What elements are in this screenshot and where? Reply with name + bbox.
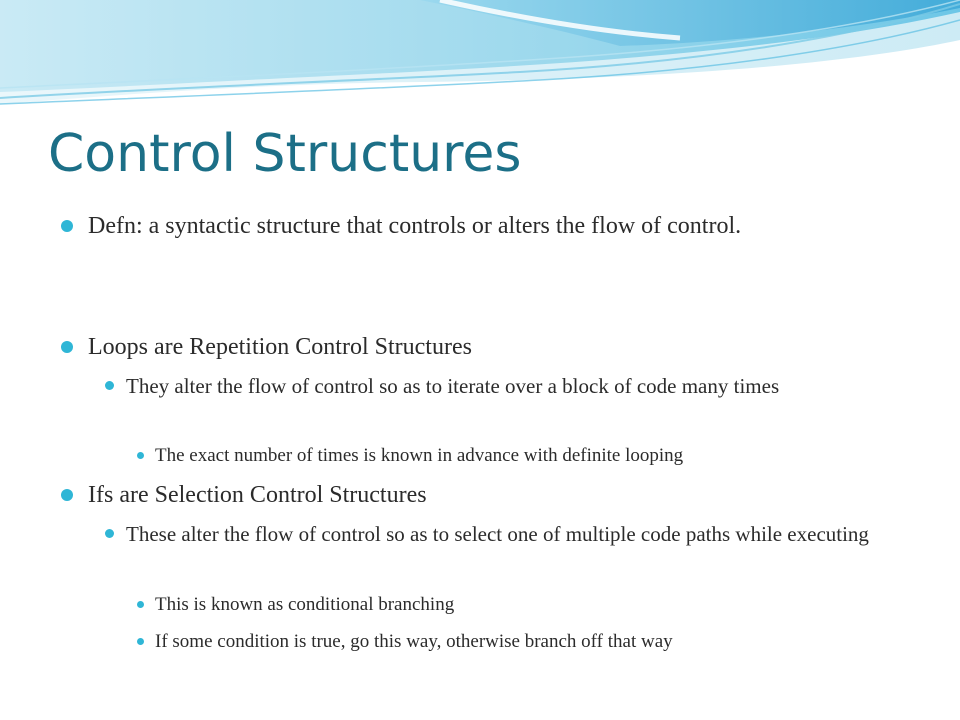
bullet-dot-icon [137,601,144,608]
bullet-item [126,519,936,549]
bullet-item [88,330,908,364]
bullet-text: This is known as conditional branching [155,594,455,615]
bullet-dot-icon [61,341,73,353]
bullet-text: These alter the flow of control so as to select one of multiple code paths while executing [126,522,869,546]
bullet-text: If some condition is true, go this way, otherwise branch off that way [155,631,673,652]
bullet-text: Loops are Repetition Control Structures [88,334,472,360]
bullet-dot-icon [105,381,114,390]
bullet-item [155,591,935,619]
bullet-item [155,442,935,470]
bullet-text: Defn: a syntactic structure that controls or alters the flow of control. [88,213,742,239]
bullet-item [155,628,935,656]
bullet-item [88,209,908,243]
bullet-dot-icon [61,489,73,501]
bullet-item [126,371,936,401]
bullet-text: They alter the flow of control so as to iterate over a block of code many times [126,374,780,398]
bullet-item [88,478,908,512]
bullet-dot-icon [137,452,144,459]
bullet-text: The exact number of times is known in advance with definite looping [155,445,684,466]
bullet-dot-icon [137,638,144,645]
bullet-dot-icon [61,220,73,232]
bullet-text: Ifs are Selection Control Structures [88,482,427,508]
bullet-dot-icon [105,529,114,538]
slide-title: Control Structures [48,124,522,184]
